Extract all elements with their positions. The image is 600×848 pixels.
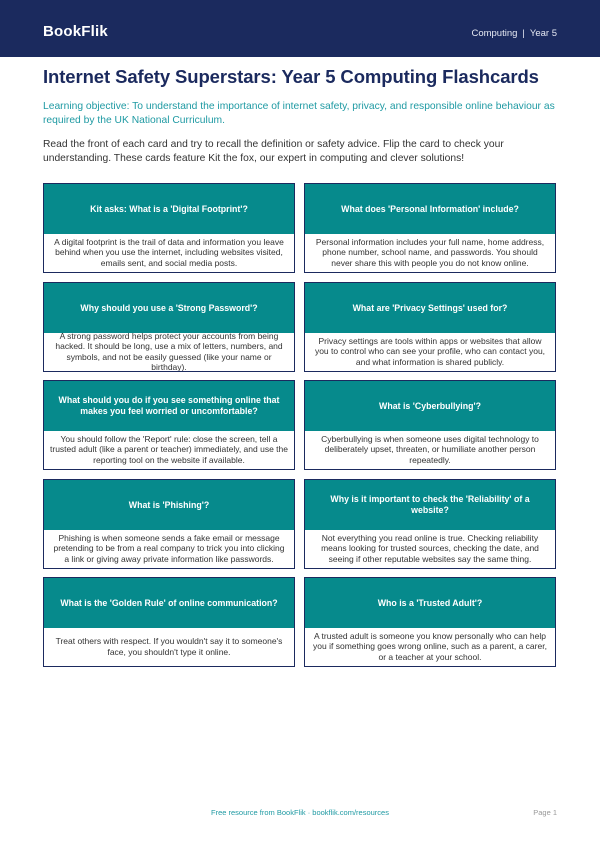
- flashcard[interactable]: [304, 183, 556, 273]
- flashcard[interactable]: [43, 380, 295, 470]
- breadcrumb-subject: Computing: [471, 28, 518, 39]
- flashcard[interactable]: [304, 577, 556, 667]
- flashcard-back-text: Phishing is when someone sends a fake email or message pretending to be from a real company to trick you into clicking a link or giving away private information like passwords.: [53, 532, 285, 564]
- flashcard-front: Why should you use a 'Strong Password'?: [44, 283, 294, 333]
- page-number: Page 1: [533, 808, 557, 817]
- flashcard-front: Kit asks: What is a 'Digital Footprint'?: [44, 184, 294, 234]
- flashcard[interactable]: [43, 577, 295, 667]
- flashcard-front: What should you do if you see something online that makes you feel worried or uncomfortable?: [44, 381, 294, 431]
- flashcard-back: [305, 625, 555, 667]
- page-header: [0, 0, 600, 57]
- flashcard-back: [305, 428, 555, 470]
- flashcard-back: [44, 231, 294, 273]
- flashcard-back-text: Personal information includes your full name, home address, phone number, school name, and passwords. You should never share this with people you do not know online.: [315, 236, 545, 268]
- footer-resource-link[interactable]: Free resource from BookFlik · bookflik.com/resources: [211, 808, 389, 817]
- flashcard-back: [44, 330, 294, 372]
- page-title: Internet Safety Superstars: Year 5 Computing Flashcards: [43, 66, 539, 87]
- flashcard-back: [44, 527, 294, 569]
- flashcard-back-text: You should follow the 'Report' rule: close the screen, tell a trusted adult (like a parent or teacher) immediately, and use the reporting tool on the website if available.: [50, 433, 288, 465]
- flashcard-back-text: A trusted adult is someone you know personally who can help you if something goes wrong online, such as a parent, a carer, or a teacher at your school.: [313, 630, 547, 662]
- breadcrumb-separator: |: [522, 28, 525, 39]
- flashcard-front: What is 'Phishing'?: [44, 480, 294, 530]
- brand-logo[interactable]: BookFlik: [43, 23, 108, 40]
- flashcard-back-text: Treat others with respect. If you wouldn't say it to someone's face, you shouldn't type it online.: [55, 636, 283, 657]
- flashcard[interactable]: [304, 282, 556, 372]
- intro-text: Read the front of each card and try to recall the definition or safety advice. Flip the card to check your understanding. These cards feature Kit the fox, our expert in computing and clever solutions!: [43, 139, 504, 164]
- flashcard[interactable]: [43, 183, 295, 273]
- breadcrumb-year: Year 5: [529, 28, 557, 39]
- flashcard-back-text: Privacy settings are tools within apps or websites that allow you to control who can see your profile, who can contact you, and what information is shared publicly.: [314, 335, 546, 367]
- flashcard-back: [305, 527, 555, 569]
- flashcard-back-text: A strong password helps protect your accounts from being hacked. It should be long, use a mix of letters, numbers, and symbols, and not be easily guessed (like your name or birthday).: [55, 330, 283, 372]
- flashcard[interactable]: [43, 479, 295, 569]
- flashcard[interactable]: [43, 282, 295, 372]
- flashcard-back: [305, 330, 555, 372]
- flashcard-front: What are 'Privacy Settings' used for?: [305, 283, 555, 333]
- flashcard-back-text: A digital footprint is the trail of data and information you leave behind when you use the internet, including websites visited, emails sent, and social media posts.: [54, 236, 284, 268]
- flashcard-front: What is the 'Golden Rule' of online communication?: [44, 578, 294, 628]
- flashcard-back: [44, 625, 294, 667]
- flashcard[interactable]: [304, 479, 556, 569]
- flashcard-front: Why is it important to check the 'Reliability' of a website?: [305, 480, 555, 530]
- flashcard[interactable]: [304, 380, 556, 470]
- learning-objective: Learning objective: To understand the importance of internet safety, privacy, and responsible online behaviour as required by the UK National Curriculum.: [43, 101, 555, 126]
- breadcrumb: [471, 28, 557, 39]
- flashcard-front: Who is a 'Trusted Adult'?: [305, 578, 555, 628]
- flashcard-front: What is 'Cyberbullying'?: [305, 381, 555, 431]
- flashcard-back-text: Cyberbullying is when someone uses digital technology to deliberately upset, threaten, or humiliate another person repeatedly.: [321, 433, 539, 465]
- flashcard-back: [44, 428, 294, 470]
- flashcard-back: [305, 231, 555, 273]
- flashcard-back-text: Not everything you read online is true. Checking reliability means looking for trusted sources, checking the date, and seeing if other reputable websites say the same thing.: [321, 532, 539, 564]
- flashcard-front: What does 'Personal Information' include?: [305, 184, 555, 234]
